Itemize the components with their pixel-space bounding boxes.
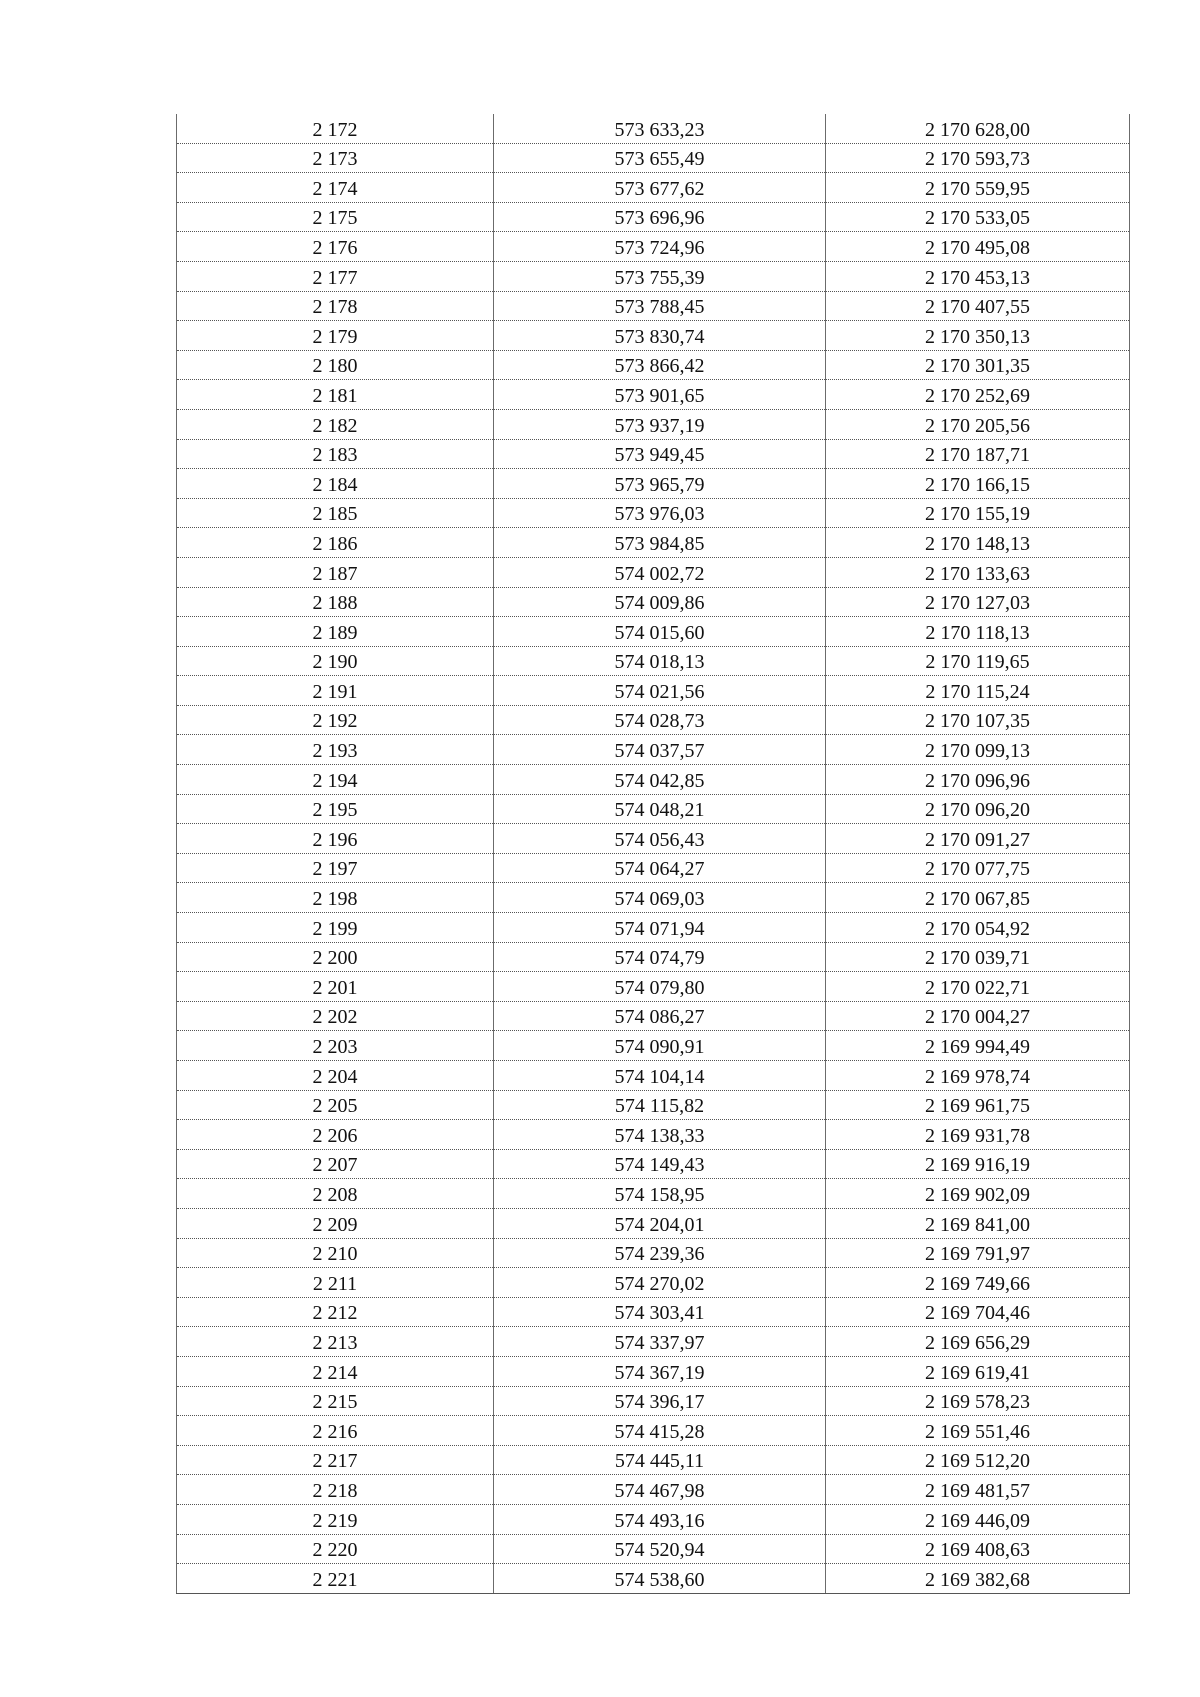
table-row bbox=[177, 1504, 1130, 1534]
y-coordinate-cell: 2 170 148,13 bbox=[826, 528, 1130, 558]
table-row bbox=[177, 942, 1130, 972]
x-coordinate-cell: 574 028,73 bbox=[494, 705, 826, 735]
x-coordinate-cell: 573 949,45 bbox=[494, 439, 826, 469]
table-row bbox=[177, 114, 1130, 143]
y-coordinate-cell: 2 170 155,19 bbox=[826, 498, 1130, 528]
point-number-cell: 2 186 bbox=[177, 528, 494, 558]
point-number-cell: 2 184 bbox=[177, 469, 494, 499]
x-coordinate-cell: 574 445,11 bbox=[494, 1445, 826, 1475]
table-row bbox=[177, 321, 1130, 351]
point-number-cell: 2 214 bbox=[177, 1356, 494, 1386]
table-row bbox=[177, 853, 1130, 883]
y-coordinate-cell: 2 170 096,96 bbox=[826, 765, 1130, 795]
point-number-cell: 2 189 bbox=[177, 617, 494, 647]
table-body bbox=[177, 114, 1130, 1593]
x-coordinate-cell: 574 015,60 bbox=[494, 617, 826, 647]
table-row bbox=[177, 1416, 1130, 1446]
table-row bbox=[177, 824, 1130, 854]
y-coordinate-cell: 2 170 187,71 bbox=[826, 439, 1130, 469]
x-coordinate-cell: 574 138,33 bbox=[494, 1120, 826, 1150]
table-row bbox=[177, 143, 1130, 173]
point-number-cell: 2 172 bbox=[177, 114, 494, 143]
point-number-cell: 2 198 bbox=[177, 883, 494, 913]
y-coordinate-cell: 2 170 096,20 bbox=[826, 794, 1130, 824]
point-number-cell: 2 201 bbox=[177, 972, 494, 1002]
point-number-cell: 2 213 bbox=[177, 1327, 494, 1357]
table-row bbox=[177, 1120, 1130, 1150]
x-coordinate-cell: 574 086,27 bbox=[494, 1001, 826, 1031]
point-number-cell: 2 188 bbox=[177, 587, 494, 617]
x-coordinate-cell: 574 074,79 bbox=[494, 942, 826, 972]
table-row bbox=[177, 794, 1130, 824]
x-coordinate-cell: 574 396,17 bbox=[494, 1386, 826, 1416]
point-number-cell: 2 207 bbox=[177, 1149, 494, 1179]
y-coordinate-cell: 2 170 118,13 bbox=[826, 617, 1130, 647]
point-number-cell: 2 173 bbox=[177, 143, 494, 173]
x-coordinate-cell: 574 158,95 bbox=[494, 1179, 826, 1209]
table-row bbox=[177, 646, 1130, 676]
table-row bbox=[177, 705, 1130, 735]
point-number-cell: 2 211 bbox=[177, 1268, 494, 1298]
table-row bbox=[177, 676, 1130, 706]
table-row bbox=[177, 439, 1130, 469]
y-coordinate-cell: 2 169 961,75 bbox=[826, 1090, 1130, 1120]
x-coordinate-cell: 574 071,94 bbox=[494, 913, 826, 943]
y-coordinate-cell: 2 170 301,35 bbox=[826, 350, 1130, 380]
x-coordinate-cell: 574 042,85 bbox=[494, 765, 826, 795]
y-coordinate-cell: 2 170 559,95 bbox=[826, 173, 1130, 203]
table-row bbox=[177, 1327, 1130, 1357]
x-coordinate-cell: 574 204,01 bbox=[494, 1208, 826, 1238]
table-row bbox=[177, 735, 1130, 765]
x-coordinate-cell: 573 755,39 bbox=[494, 261, 826, 291]
table-row bbox=[177, 1179, 1130, 1209]
point-number-cell: 2 212 bbox=[177, 1297, 494, 1327]
table-row bbox=[177, 1268, 1130, 1298]
x-coordinate-cell: 574 367,19 bbox=[494, 1356, 826, 1386]
y-coordinate-cell: 2 170 628,00 bbox=[826, 114, 1130, 143]
table-row bbox=[177, 1061, 1130, 1091]
y-coordinate-cell: 2 169 841,00 bbox=[826, 1208, 1130, 1238]
point-number-cell: 2 209 bbox=[177, 1208, 494, 1238]
x-coordinate-cell: 573 901,65 bbox=[494, 380, 826, 410]
x-coordinate-cell: 574 018,13 bbox=[494, 646, 826, 676]
y-coordinate-cell: 2 169 994,49 bbox=[826, 1031, 1130, 1061]
point-number-cell: 2 176 bbox=[177, 232, 494, 262]
x-coordinate-cell: 574 337,97 bbox=[494, 1327, 826, 1357]
y-coordinate-cell: 2 170 350,13 bbox=[826, 321, 1130, 351]
x-coordinate-cell: 573 984,85 bbox=[494, 528, 826, 558]
x-coordinate-cell: 573 866,42 bbox=[494, 350, 826, 380]
x-coordinate-cell: 574 467,98 bbox=[494, 1475, 826, 1505]
table-row bbox=[177, 1297, 1130, 1327]
point-number-cell: 2 199 bbox=[177, 913, 494, 943]
point-number-cell: 2 197 bbox=[177, 853, 494, 883]
point-number-cell: 2 175 bbox=[177, 202, 494, 232]
point-number-cell: 2 208 bbox=[177, 1179, 494, 1209]
point-number-cell: 2 181 bbox=[177, 380, 494, 410]
y-coordinate-cell: 2 169 382,68 bbox=[826, 1564, 1130, 1594]
y-coordinate-cell: 2 170 004,27 bbox=[826, 1001, 1130, 1031]
coordinates-table bbox=[176, 114, 1130, 1594]
table-row bbox=[177, 409, 1130, 439]
point-number-cell: 2 218 bbox=[177, 1475, 494, 1505]
point-number-cell: 2 210 bbox=[177, 1238, 494, 1268]
table-row bbox=[177, 291, 1130, 321]
x-coordinate-cell: 574 002,72 bbox=[494, 557, 826, 587]
point-number-cell: 2 203 bbox=[177, 1031, 494, 1061]
table-row bbox=[177, 232, 1130, 262]
x-coordinate-cell: 574 064,27 bbox=[494, 853, 826, 883]
y-coordinate-cell: 2 170 453,13 bbox=[826, 261, 1130, 291]
point-number-cell: 2 200 bbox=[177, 942, 494, 972]
point-number-cell: 2 193 bbox=[177, 735, 494, 765]
x-coordinate-cell: 574 069,03 bbox=[494, 883, 826, 913]
table-row bbox=[177, 1208, 1130, 1238]
table-row bbox=[177, 557, 1130, 587]
x-coordinate-cell: 574 056,43 bbox=[494, 824, 826, 854]
point-number-cell: 2 206 bbox=[177, 1120, 494, 1150]
table-row bbox=[177, 1564, 1130, 1594]
y-coordinate-cell: 2 170 166,15 bbox=[826, 469, 1130, 499]
table-row bbox=[177, 498, 1130, 528]
table-row bbox=[177, 469, 1130, 499]
table-row bbox=[177, 261, 1130, 291]
x-coordinate-cell: 573 633,23 bbox=[494, 114, 826, 143]
y-coordinate-cell: 2 169 619,41 bbox=[826, 1356, 1130, 1386]
point-number-cell: 2 182 bbox=[177, 409, 494, 439]
y-coordinate-cell: 2 169 931,78 bbox=[826, 1120, 1130, 1150]
x-coordinate-cell: 574 037,57 bbox=[494, 735, 826, 765]
y-coordinate-cell: 2 169 551,46 bbox=[826, 1416, 1130, 1446]
table-row bbox=[177, 173, 1130, 203]
y-coordinate-cell: 2 170 593,73 bbox=[826, 143, 1130, 173]
y-coordinate-cell: 2 170 127,03 bbox=[826, 587, 1130, 617]
x-coordinate-cell: 573 677,62 bbox=[494, 173, 826, 203]
y-coordinate-cell: 2 170 205,56 bbox=[826, 409, 1130, 439]
x-coordinate-cell: 574 149,43 bbox=[494, 1149, 826, 1179]
table-row bbox=[177, 913, 1130, 943]
x-coordinate-cell: 573 965,79 bbox=[494, 469, 826, 499]
y-coordinate-cell: 2 170 107,35 bbox=[826, 705, 1130, 735]
table-row bbox=[177, 380, 1130, 410]
point-number-cell: 2 216 bbox=[177, 1416, 494, 1446]
y-coordinate-cell: 2 169 481,57 bbox=[826, 1475, 1130, 1505]
x-coordinate-cell: 574 303,41 bbox=[494, 1297, 826, 1327]
y-coordinate-cell: 2 170 099,13 bbox=[826, 735, 1130, 765]
point-number-cell: 2 204 bbox=[177, 1061, 494, 1091]
x-coordinate-cell: 574 090,91 bbox=[494, 1031, 826, 1061]
y-coordinate-cell: 2 170 067,85 bbox=[826, 883, 1130, 913]
x-coordinate-cell: 574 104,14 bbox=[494, 1061, 826, 1091]
y-coordinate-cell: 2 169 916,19 bbox=[826, 1149, 1130, 1179]
table-row bbox=[177, 1001, 1130, 1031]
x-coordinate-cell: 574 021,56 bbox=[494, 676, 826, 706]
table-row bbox=[177, 617, 1130, 647]
y-coordinate-cell: 2 170 054,92 bbox=[826, 913, 1130, 943]
x-coordinate-cell: 573 830,74 bbox=[494, 321, 826, 351]
x-coordinate-cell: 574 079,80 bbox=[494, 972, 826, 1002]
x-coordinate-cell: 573 976,03 bbox=[494, 498, 826, 528]
point-number-cell: 2 179 bbox=[177, 321, 494, 351]
table-row bbox=[177, 1356, 1130, 1386]
table-row bbox=[177, 1445, 1130, 1475]
y-coordinate-cell: 2 170 119,65 bbox=[826, 646, 1130, 676]
point-number-cell: 2 219 bbox=[177, 1504, 494, 1534]
table-row bbox=[177, 1386, 1130, 1416]
y-coordinate-cell: 2 169 512,20 bbox=[826, 1445, 1130, 1475]
x-coordinate-cell: 573 696,96 bbox=[494, 202, 826, 232]
point-number-cell: 2 194 bbox=[177, 765, 494, 795]
x-coordinate-cell: 574 415,28 bbox=[494, 1416, 826, 1446]
table-row bbox=[177, 1149, 1130, 1179]
x-coordinate-cell: 574 239,36 bbox=[494, 1238, 826, 1268]
table-row bbox=[177, 202, 1130, 232]
y-coordinate-cell: 2 170 039,71 bbox=[826, 942, 1130, 972]
point-number-cell: 2 191 bbox=[177, 676, 494, 706]
x-coordinate-cell: 573 937,19 bbox=[494, 409, 826, 439]
y-coordinate-cell: 2 170 022,71 bbox=[826, 972, 1130, 1002]
table-row bbox=[177, 765, 1130, 795]
point-number-cell: 2 205 bbox=[177, 1090, 494, 1120]
table-row bbox=[177, 587, 1130, 617]
point-number-cell: 2 196 bbox=[177, 824, 494, 854]
y-coordinate-cell: 2 170 252,69 bbox=[826, 380, 1130, 410]
y-coordinate-cell: 2 170 133,63 bbox=[826, 557, 1130, 587]
point-number-cell: 2 177 bbox=[177, 261, 494, 291]
point-number-cell: 2 180 bbox=[177, 350, 494, 380]
point-number-cell: 2 185 bbox=[177, 498, 494, 528]
point-number-cell: 2 192 bbox=[177, 705, 494, 735]
x-coordinate-cell: 574 048,21 bbox=[494, 794, 826, 824]
x-coordinate-cell: 574 493,16 bbox=[494, 1504, 826, 1534]
table-row bbox=[177, 1090, 1130, 1120]
y-coordinate-cell: 2 169 902,09 bbox=[826, 1179, 1130, 1209]
point-number-cell: 2 217 bbox=[177, 1445, 494, 1475]
x-coordinate-cell: 574 538,60 bbox=[494, 1564, 826, 1594]
x-coordinate-cell: 574 270,02 bbox=[494, 1268, 826, 1298]
point-number-cell: 2 195 bbox=[177, 794, 494, 824]
point-number-cell: 2 187 bbox=[177, 557, 494, 587]
x-coordinate-cell: 573 788,45 bbox=[494, 291, 826, 321]
y-coordinate-cell: 2 169 578,23 bbox=[826, 1386, 1130, 1416]
table-row bbox=[177, 350, 1130, 380]
x-coordinate-cell: 573 724,96 bbox=[494, 232, 826, 262]
y-coordinate-cell: 2 170 407,55 bbox=[826, 291, 1130, 321]
point-number-cell: 2 221 bbox=[177, 1564, 494, 1594]
point-number-cell: 2 215 bbox=[177, 1386, 494, 1416]
table-row bbox=[177, 1534, 1130, 1564]
table-row bbox=[177, 1031, 1130, 1061]
y-coordinate-cell: 2 169 704,46 bbox=[826, 1297, 1130, 1327]
table-row bbox=[177, 883, 1130, 913]
point-number-cell: 2 190 bbox=[177, 646, 494, 676]
y-coordinate-cell: 2 170 091,27 bbox=[826, 824, 1130, 854]
y-coordinate-cell: 2 170 495,08 bbox=[826, 232, 1130, 262]
y-coordinate-cell: 2 169 791,97 bbox=[826, 1238, 1130, 1268]
point-number-cell: 2 174 bbox=[177, 173, 494, 203]
y-coordinate-cell: 2 169 749,66 bbox=[826, 1268, 1130, 1298]
table-row bbox=[177, 972, 1130, 1002]
x-coordinate-cell: 573 655,49 bbox=[494, 143, 826, 173]
x-coordinate-cell: 574 115,82 bbox=[494, 1090, 826, 1120]
y-coordinate-cell: 2 170 115,24 bbox=[826, 676, 1130, 706]
y-coordinate-cell: 2 170 533,05 bbox=[826, 202, 1130, 232]
y-coordinate-cell: 2 169 446,09 bbox=[826, 1504, 1130, 1534]
y-coordinate-cell: 2 170 077,75 bbox=[826, 853, 1130, 883]
point-number-cell: 2 183 bbox=[177, 439, 494, 469]
point-number-cell: 2 178 bbox=[177, 291, 494, 321]
x-coordinate-cell: 574 520,94 bbox=[494, 1534, 826, 1564]
table-row bbox=[177, 1238, 1130, 1268]
y-coordinate-cell: 2 169 978,74 bbox=[826, 1061, 1130, 1091]
point-number-cell: 2 202 bbox=[177, 1001, 494, 1031]
point-number-cell: 2 220 bbox=[177, 1534, 494, 1564]
y-coordinate-cell: 2 169 656,29 bbox=[826, 1327, 1130, 1357]
x-coordinate-cell: 574 009,86 bbox=[494, 587, 826, 617]
y-coordinate-cell: 2 169 408,63 bbox=[826, 1534, 1130, 1564]
table-row bbox=[177, 528, 1130, 558]
table-row bbox=[177, 1475, 1130, 1505]
